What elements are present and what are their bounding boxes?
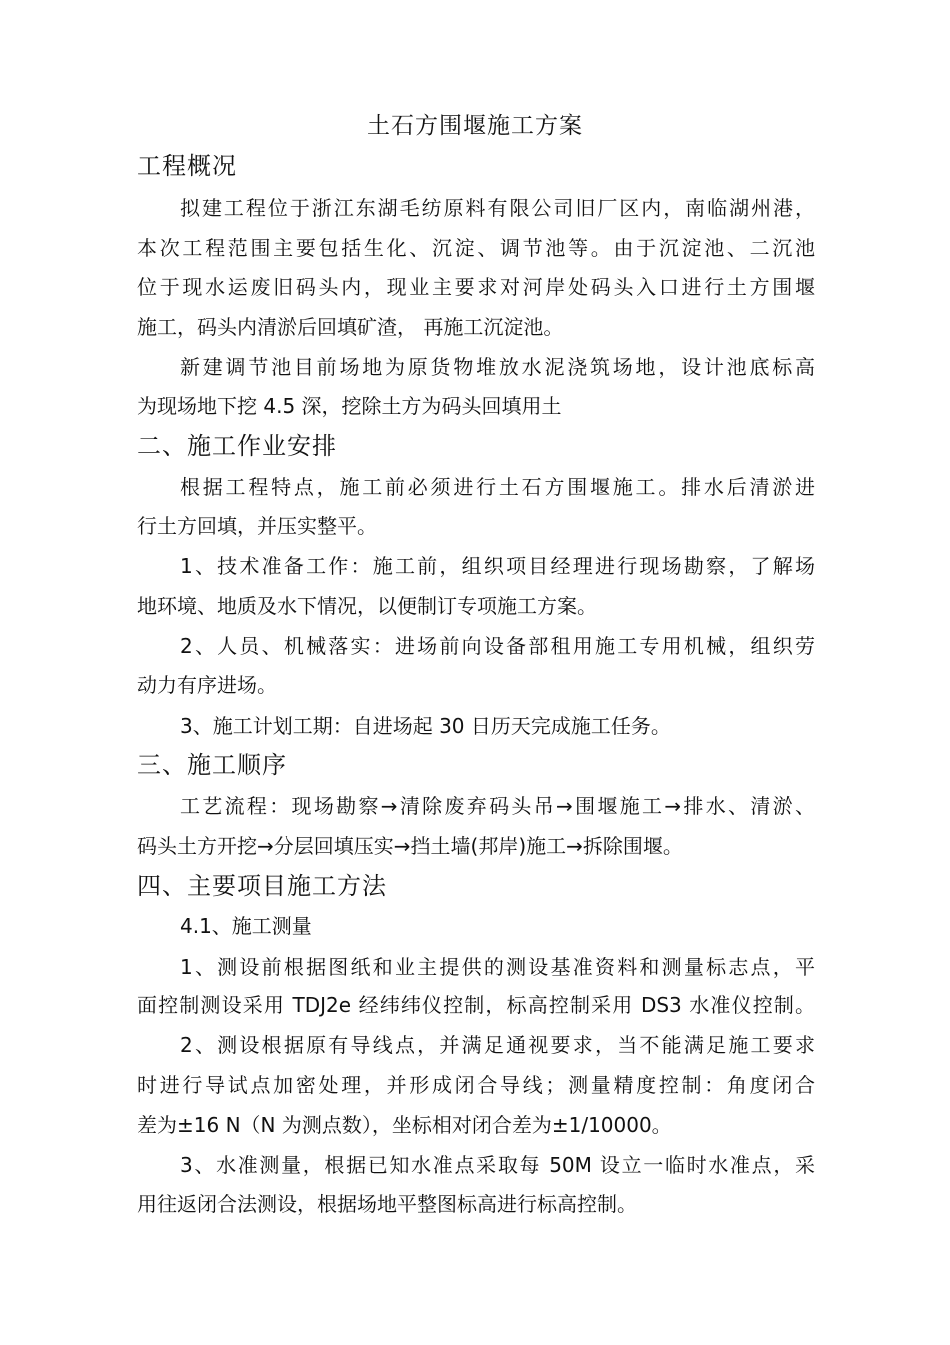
paragraph-line: 用往返闭合法测设，根据场地平整图标高进行标高控制。 [137, 1192, 637, 1216]
paragraph-line: 面控制测设采用 TDJ2e 经纬纬仪控制，标高控制采用 DS3 水准仪控制。 [137, 993, 815, 1017]
paragraph-line: 时进行导试点加密处理，并形成闭合导线；测量精度控制：角度闭合 [137, 1073, 815, 1097]
paragraph-line: 地环境、地质及水下情况，以便制订专项施工方案。 [137, 594, 597, 618]
section-heading-methods: 四、主要项目施工方法 [137, 872, 387, 900]
document-title: 土石方围堰施工方案 [367, 113, 583, 139]
paragraph-line: 1、技术准备工作：施工前，组织项目经理进行现场勘察，了解场 [180, 554, 815, 578]
paragraph-line: 新建调节池目前场地为原货物堆放水泥浇筑场地，设计池底标高 [180, 355, 815, 379]
paragraph-line: 根据工程特点，施工前必须进行土石方围堰施工。排水后清淤进 [180, 475, 815, 499]
paragraph-line: 位于现水运废旧码头内，现业主要求对河岸处码头入口进行土方围堰 [137, 275, 815, 299]
paragraph-line: 2、人员、机械落实：进场前向设备部租用施工专用机械，组织劳 [180, 634, 815, 658]
paragraph-line: 本次工程范围主要包括生化、沉淀、调节池等。由于沉淀池、二沉池 [137, 236, 815, 260]
paragraph-line: 码头土方开挖→分层回填压实→挡土墙(邦岸)施工→拆除围堰。 [137, 834, 683, 858]
paragraph-line: 3、水准测量，根据已知水准点采取每 50M 设立一临时水准点，采 [180, 1153, 815, 1177]
paragraph-line: 为现场地下挖 4.5 深，挖除土方为码头回填用土 [137, 394, 562, 418]
paragraph-line: 行土方回填，并压实整平。 [137, 514, 377, 538]
paragraph-line: 施工，码头内清淤后回填矿渣， 再施工沉淀池。 [137, 315, 564, 339]
paragraph-line: 差为±16 N（N 为测点数），坐标相对闭合差为±1/10000。 [137, 1113, 672, 1137]
paragraph-line: 1、测设前根据图纸和业主提供的测设基准资料和测量标志点，平 [180, 955, 815, 979]
subsection-heading: 4.1、施工测量 [180, 914, 312, 938]
paragraph-line: 3、施工计划工期：自进场起 30 日历天完成施工任务。 [180, 714, 671, 738]
paragraph-line: 动力有序进场。 [137, 673, 277, 697]
section-heading-sequence: 三、施工顺序 [137, 751, 287, 779]
paragraph-line: 2、测设根据原有导线点，并满足通视要求，当不能满足施工要求 [180, 1033, 815, 1057]
paragraph-line: 拟建工程位于浙江东湖毛纺原料有限公司旧厂区内，南临湖州港， [180, 196, 815, 220]
section-heading-arrangement: 二、施工作业安排 [137, 432, 337, 460]
section-heading-overview: 工程概况 [137, 152, 237, 180]
paragraph-line: 工艺流程：现场勘察→清除废弃码头吊→围堰施工→排水、清淤、 [180, 794, 815, 818]
